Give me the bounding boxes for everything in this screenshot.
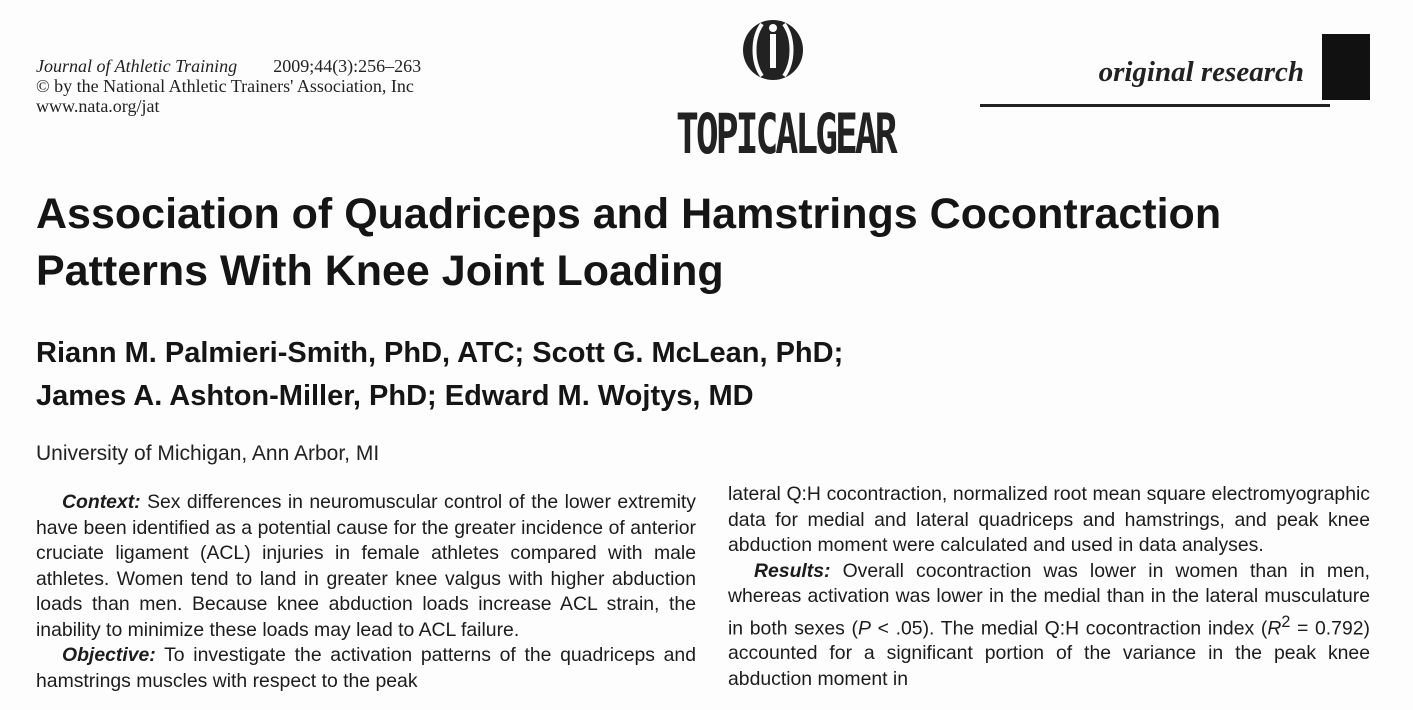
objective-text: To investigate the activation patterns of the quadriceps and hamstrings muscles with respect to the peak [36,644,696,692]
journal-citation-line [36,56,421,76]
journal-name: Journal of Athletic Training [36,56,238,76]
results-r-symbol: R [1267,616,1282,639]
journal-url: www.nata.org/jat [36,96,160,116]
authors-line-1: Riann M. Palmieri-Smith, PhD, ATC; Scott G. McLean, PhD; [36,337,844,369]
section-label: original research [1098,56,1304,88]
journal-citation: 2009;44(3):256–263 [273,56,422,76]
results-text-c: = 0.792) accounted for a significant portion of the variance in the peak knee abduction moment in [728,616,1370,690]
journal-header [36,56,421,116]
abstract-context [36,490,696,643]
logo-brand-text: TOPICALGEAR [676,102,895,166]
context-heading: Context: [62,491,141,513]
results-heading: Results: [754,559,831,582]
results-r-superscript: 2 [1281,612,1291,631]
abstract-column-left [36,490,696,694]
logo-emblem-icon [742,16,804,82]
abstract-results [728,559,1370,693]
section-block-marker [1322,34,1370,100]
authors-line-2: James A. Ashton-Miller, PhD; Edward M. Wojtys, MD [36,380,754,412]
article-authors [36,332,843,418]
abstract-objective [36,643,696,694]
section-rule [980,104,1330,107]
objective-heading: Objective: [62,644,156,666]
abstract-column-right [728,482,1370,692]
topicalgear-logo [676,16,895,166]
results-text-b: < .05). The medial Q:H cocontraction index ( [870,616,1268,639]
article-title: Association of Quadriceps and Hamstrings Cocontraction Patterns With Knee Joint Loading [36,190,1222,295]
journal-copyright: © by the National Athletic Trainers' Association, Inc [36,76,414,96]
results-text-a: Overall cocontraction was lower in women than in men, whereas activation was lower in the medial than in the lateral musculature in both sexes ( [728,559,1370,639]
section-label-banner [980,34,1370,108]
article-affiliation: University of Michigan, Ann Arbor, MI [36,442,380,465]
context-text: Sex differences in neuromuscular control of the lower extremity have been identified as a potential cause for the greater incidence of anterior cruciate ligament (ACL) injuries in female athletes compared with male athletes. Women tend to land in greater knee valgus with higher abduction loads than men. Because knee abduction loads increase ACL strain, the inability to minimize these loads may lead to ACL failure. [36,491,696,641]
results-p-symbol: P [858,616,871,639]
abstract-methods-tail: lateral Q:H cocontraction, normalized root mean square electromyographic data for medial and lateral quadriceps and hamstrings, and peak knee abduction moment were calculated and used in data analyses. [728,483,1370,556]
